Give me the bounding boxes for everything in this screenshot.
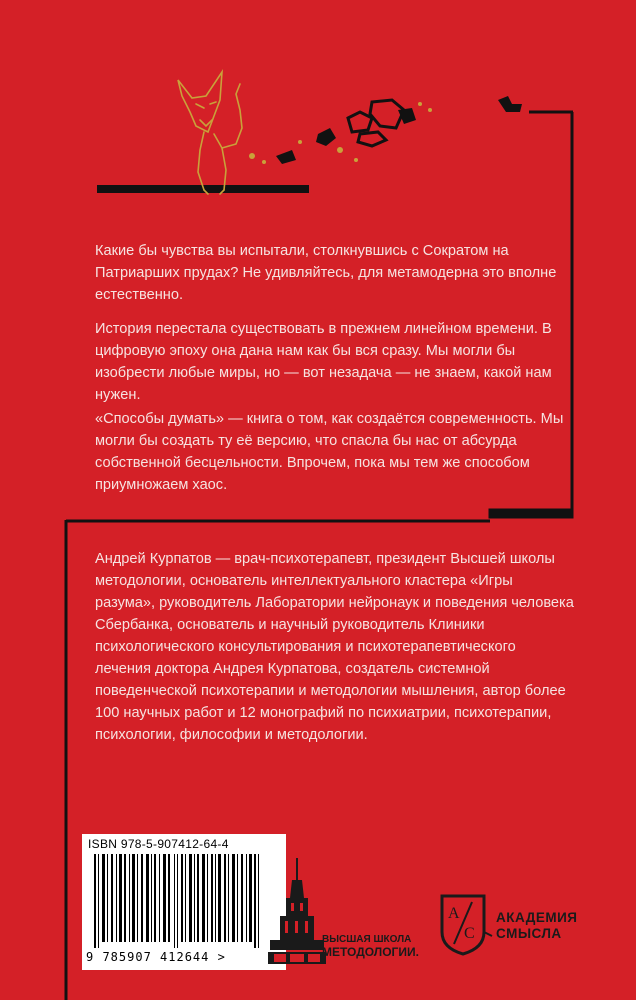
academy-shield-icon: [438, 892, 494, 958]
barcode-bars: [86, 854, 282, 948]
barcode-digits: 9 785907 412644 >: [86, 950, 226, 964]
annotation-paragraph-1: Какие бы чувства вы испытали, столкнувшись с Сократом на Патриарших прудах? Не удивляйтесь, для метамодерна это вполне естественно.: [95, 243, 557, 303]
academy-line1: АКАДЕМИЯ: [496, 910, 578, 925]
annotation-paragraph-2: История перестала существовать в прежнем линейном времени. В цифровую эпоху она дана нам как бы вся сразу. Мы могли бы изобрести любые миры, но — вот незадача — не знаем, какой нам нужен.: [95, 321, 552, 403]
school-line1: ВЫСШАЯ ШКОЛА: [322, 934, 412, 945]
flying-fragments: [276, 96, 522, 164]
author-bio: Андрей Курпатов — врач-психотерапевт, президент Высшей школы методологии, основатель интеллектуального кластера «Игры разума», руководитель Лаборатории нейронаук и поведения человека Сбербанка, основатель и научный руководитель Клиники психологического консультирования и психотерапевтического лечения доктора Андрея Курпатова, создатель системной поведенческой психотерапии и методологии мышления, автор более 100 научных работ и 12 монографий по психиатрии, психотерапии, психологии, философии и методологии.: [95, 551, 574, 743]
school-line2: МЕТОДОЛОГИИ.: [322, 945, 419, 959]
dog-sketch: [178, 72, 242, 194]
academy-logo-text: [496, 910, 578, 942]
mid-bar: [490, 510, 572, 518]
svg-text:A: A: [448, 905, 460, 922]
annotation-paragraph-3: «Способы думать» — книга о том, как создаётся современность. Мы могли бы создать ту её версию, что спасла бы нас от абсурда собственной бесцельности. Впрочем, пока мы тем же способом приумножаем хаос.: [95, 411, 564, 493]
barcode-block: [82, 834, 286, 970]
school-logo-text: [322, 934, 419, 958]
school-tower-icon: [268, 858, 328, 964]
svg-text:C: C: [464, 925, 475, 942]
academy-line2: СМЫСЛА: [496, 926, 562, 941]
isbn-label: ISBN 978-5-907412-64-4: [88, 837, 229, 851]
